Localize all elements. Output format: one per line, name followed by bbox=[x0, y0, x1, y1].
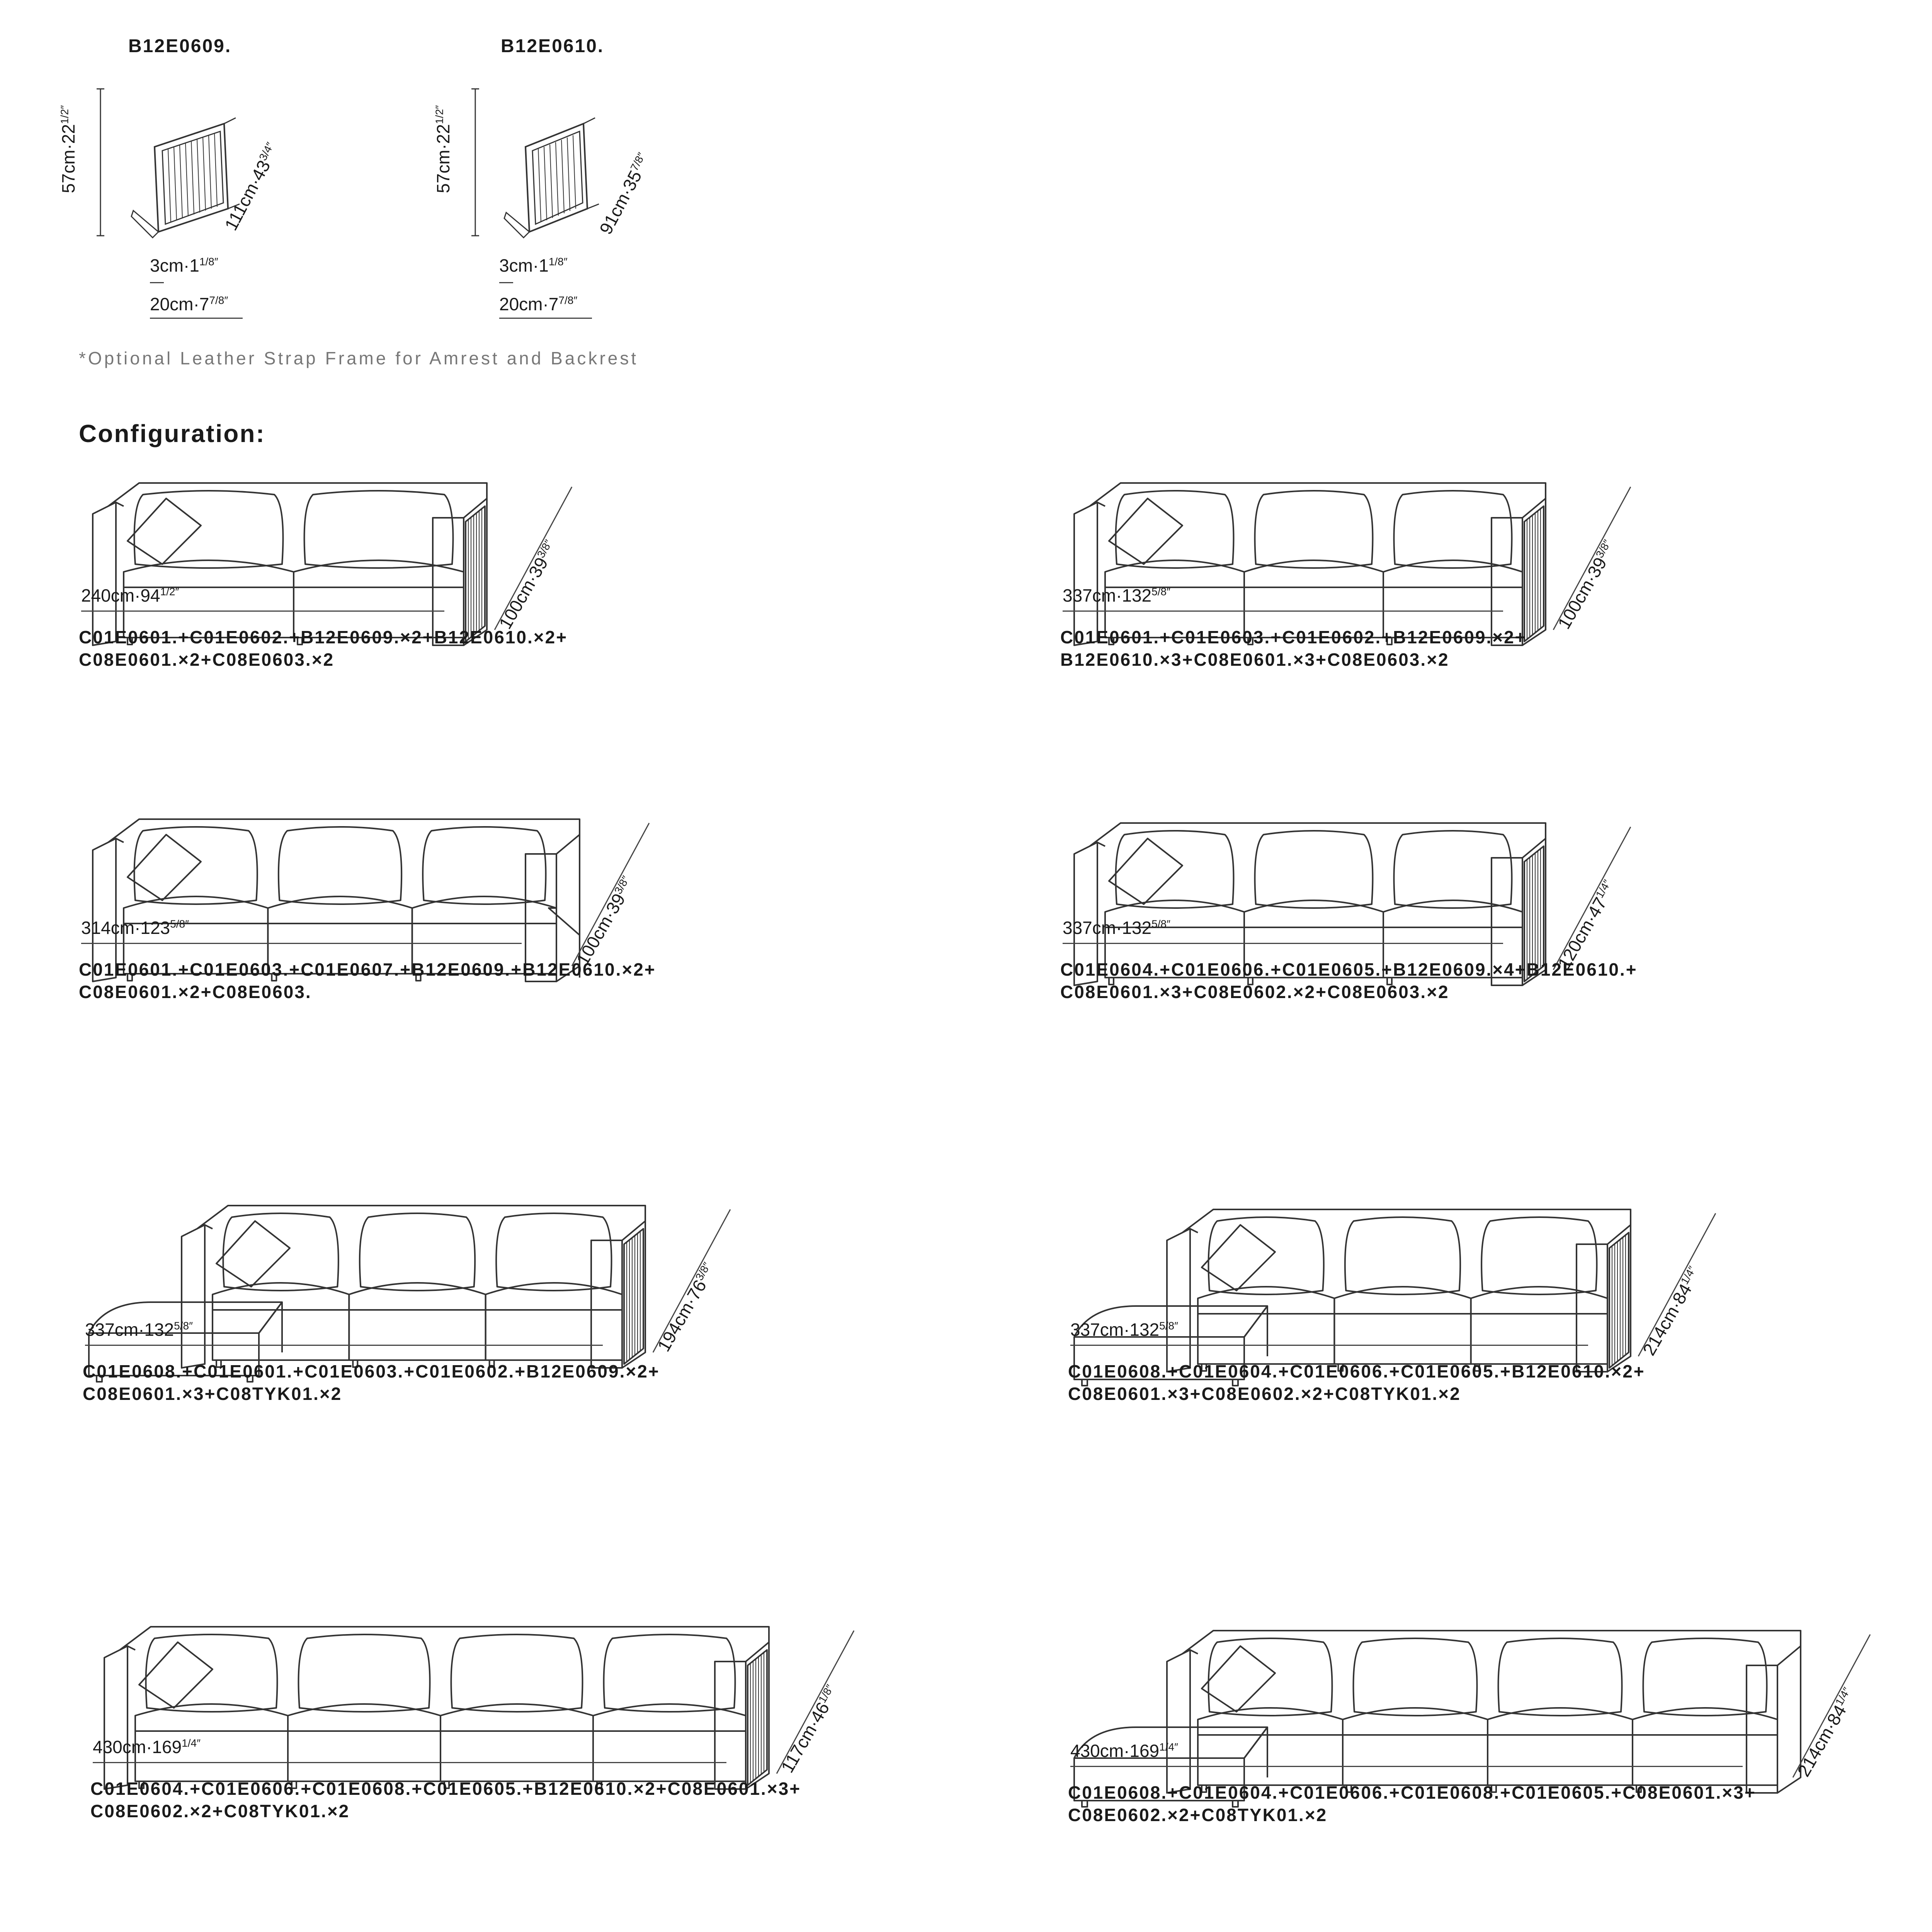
component-codes-line-2: C08E0602.×2+C08TYK01.×2 bbox=[90, 1801, 350, 1821]
width-dimension-line bbox=[1070, 1345, 1588, 1346]
frame-height-label: $57cm\cdot 22^{1/2''}$ bbox=[433, 105, 453, 193]
component-codes-line-1: C01E0601.+C01E0602.+B12E0609.×2+B12E0610.×2+ bbox=[79, 627, 568, 647]
component-codes bbox=[79, 958, 656, 1003]
depth-dimension-label: $117cm\cdot 46^{1/8''}$ bbox=[777, 1682, 836, 1776]
component-codes-line-2: C08E0601.×2+C08E0603.×2 bbox=[79, 650, 335, 670]
component-codes-line-2: C08E0601.×3+C08TYK01.×2 bbox=[83, 1384, 342, 1404]
frame-depth-label: $3cm\cdot 1^{1/8''}$ bbox=[150, 255, 218, 276]
component-codes-line-1: C01E0608.+C01E0604.+C01E0606.+C01E0605.+B12E0610.×2+ bbox=[1068, 1361, 1645, 1381]
component-codes-line-1: C01E0608.+C01E0604.+C01E0606.+C01E0608.+C01E0605.+C08E0601.×3+ bbox=[1068, 1782, 1756, 1803]
depth-dimension-label: $100cm\cdot 39^{3/8''}$ bbox=[572, 874, 632, 969]
width-dimension-label: $337cm\cdot 132^{5/8''}$ bbox=[1063, 918, 1170, 938]
component-codes bbox=[1060, 958, 1638, 1003]
frame-width-label: $20cm\cdot 7^{7/8''}$ bbox=[499, 294, 578, 314]
optional-frame-note: *Optional Leather Strap Frame for Amrest and Backrest bbox=[79, 348, 639, 368]
width-dimension-label: $240cm\cdot 94^{1/2''}$ bbox=[81, 585, 179, 605]
component-codes bbox=[1060, 626, 1527, 671]
component-codes bbox=[1068, 1360, 1645, 1405]
depth-dimension-label: $100cm\cdot 39^{3/8''}$ bbox=[495, 537, 554, 633]
component-codes-line-2: C08E0601.×3+C08E0602.×2+C08E0603.×2 bbox=[1060, 982, 1449, 1002]
width-dimension-line bbox=[81, 611, 444, 612]
depth-dimension-label: $100cm\cdot 39^{3/8''}$ bbox=[1553, 537, 1613, 633]
section-title: Configuration: bbox=[79, 420, 265, 447]
component-codes-line-1: C01E0601.+C01E0603.+C01E0607.+B12E0609.+B12E0610.×2+ bbox=[79, 959, 656, 980]
width-dimension-label: $430cm\cdot 169^{1/4''}$ bbox=[93, 1737, 201, 1757]
frame-width-label: $20cm\cdot 7^{7/8''}$ bbox=[150, 294, 228, 314]
component-codes-line-1: C01E0604.+C01E0606.+C01E0605.+B12E0609.×4+B12E0610.+ bbox=[1060, 959, 1638, 980]
depth-dimension-label: $194cm\cdot 76^{3/8''}$ bbox=[653, 1260, 713, 1355]
component-codes bbox=[1068, 1781, 1756, 1826]
width-dimension-line bbox=[81, 943, 522, 944]
depth-dimension-label: $214cm\cdot 84^{1/4''}$ bbox=[1638, 1264, 1698, 1359]
frame-drawing-b12e0609 bbox=[70, 81, 232, 243]
frame-code: B12E0610. bbox=[501, 36, 604, 56]
component-codes bbox=[83, 1360, 660, 1405]
component-codes-line-2: C08E0601.×3+C08E0602.×2+C08TYK01.×2 bbox=[1068, 1384, 1461, 1404]
component-codes-line-1: C01E0604.+C01E0606.+C01E0608.+C01E0605.+B12E0610.×2+C08E0601.×3+ bbox=[90, 1779, 801, 1799]
frame-depth-label: $3cm\cdot 1^{1/8''}$ bbox=[499, 255, 568, 276]
frame-height-label: $57cm\cdot 22^{1/2''}$ bbox=[58, 105, 78, 193]
component-codes-line-2: C08E0602.×2+C08TYK01.×2 bbox=[1068, 1805, 1328, 1825]
width-dimension-label: $430cm\cdot 169^{1/4''}$ bbox=[1070, 1741, 1178, 1761]
width-dimension-line bbox=[1070, 1766, 1743, 1767]
width-dimension-label: $337cm\cdot 132^{5/8''}$ bbox=[1063, 585, 1170, 605]
depth-dimension-label: $120cm\cdot 47^{1/4''}$ bbox=[1553, 878, 1613, 973]
width-dimension-line bbox=[85, 1345, 603, 1346]
component-codes-line-1: C01E0601.+C01E0603.+C01E0602.+B12E0609.×2+ bbox=[1060, 627, 1527, 647]
component-codes-line-2: C08E0601.×2+C08E0603. bbox=[79, 982, 312, 1002]
frame-diagonal-label: $111cm\cdot 43^{3/4''}$ bbox=[220, 140, 276, 234]
component-codes bbox=[90, 1777, 801, 1822]
frame-drawing-b12e0610 bbox=[444, 81, 607, 243]
width-dimension-label: $337cm\cdot 132^{5/8''}$ bbox=[85, 1320, 193, 1340]
width-dimension-line bbox=[93, 1762, 726, 1763]
component-codes bbox=[79, 626, 568, 671]
width-dimension-label: $337cm\cdot 132^{5/8''}$ bbox=[1070, 1320, 1178, 1340]
frame-code: B12E0609. bbox=[128, 36, 232, 56]
width-dimension-line bbox=[1063, 611, 1503, 612]
component-codes-line-1: C01E0608.+C01E0601.+C01E0603.+C01E0602.+B12E0609.×2+ bbox=[83, 1361, 660, 1381]
width-dimension-line bbox=[1063, 943, 1503, 944]
depth-dimension-label: $214cm\cdot 84^{1/4''}$ bbox=[1793, 1685, 1853, 1780]
frame-diagonal-label: $91cm\cdot 35^{7/8''}$ bbox=[595, 150, 648, 238]
sofa-drawing bbox=[1066, 1557, 1839, 1820]
width-dimension-label: $314cm\cdot 123^{5/8''}$ bbox=[81, 918, 189, 938]
component-codes-line-2: B12E0610.×3+C08E0601.×3+C08E0603.×2 bbox=[1060, 650, 1449, 670]
